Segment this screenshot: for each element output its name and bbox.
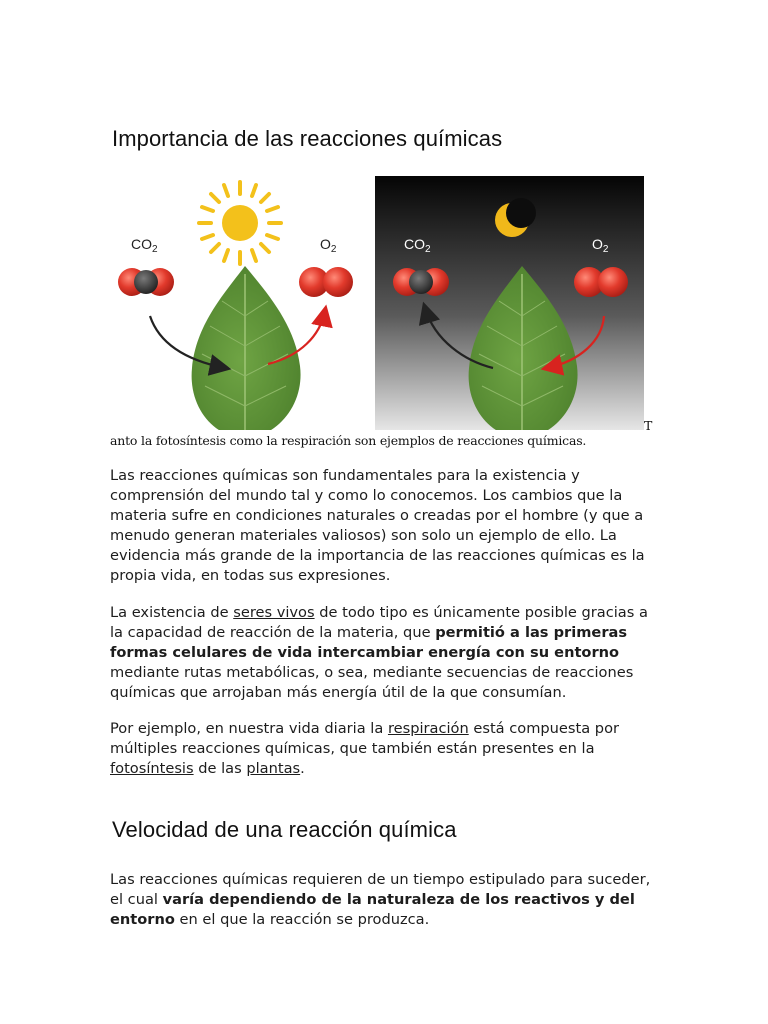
section-heading-importance: Importancia de las reacciones químicas [112,126,503,151]
sun-icon [199,182,281,264]
co2-molecule-day [118,268,174,296]
o2-label-day: $O_2$ [320,236,337,255]
link-plantas[interactable]: plantas [246,760,301,777]
co2-molecule-night [393,268,449,296]
link-seres-vivos[interactable]: seres vivos [233,604,315,621]
link-fotosintesis[interactable]: fotosíntesis [110,760,194,777]
paragraph-living-beings: La existencia de seres vivos de todo tipo es únicamente posible gracias a la capacidad de reacción de la materia, que permitió a las primeras formas celulares de vida intercambiar energía con su entorno mediante rutas metabólicas, o sea, mediante secuencias de reacciones químicas que arrojaban más energía útil de la que consumían. [110,604,648,701]
section-heading-speed: Velocidad de una reacción química [112,817,457,842]
o2-label-night: $O_2$ [592,236,609,255]
photosynthesis-respiration-figure [110,176,644,430]
paragraph-importance: Las reacciones químicas son fundamentales para la existencia y comprensión del mundo tal y como lo conocemos. Los cambios que la materia sufre en condiciones naturales o creadas por el hombre (y que a menudo generan materiales valiosos) son solo un ejemplo de ello. La evidencia más grande de la importancia de las reacciones químicas es la propia vida, en todas sus expresiones. [110,467,645,584]
night-panel [375,176,644,430]
paragraph-example: Por ejemplo, en nuestra vida diaria la respiración está compuesta por múltiples reacciones químicas, que también están presentes en la fotosíntesis de las plantas. [110,720,620,777]
caption-text: anto la fotosíntesis como la respiración son ejemplos de reacciones químicas. [110,433,587,448]
figure-illustration [110,176,644,430]
co2-label-night: $CO_2$ [404,236,431,255]
day-panel [110,176,374,430]
bold-energy-exchange: permitió a las primeras formas celulares de vida intercambiar energía con su entorno [110,624,628,661]
bold-nature-reactants: varía dependiendo de la naturaleza de los reactivos y del entorno [110,891,635,928]
link-respiracion[interactable]: respiración [387,720,469,737]
caption-first-letter: T [644,418,653,433]
co2-label-day: $CO_2$ [131,236,158,255]
paragraph-speed: Las reacciones químicas requieren de un tiempo estipulado para suceder, el cual varía dependiendo de la naturaleza de los reactivos y del entorno en el que la reacción se produzca. [110,871,651,928]
